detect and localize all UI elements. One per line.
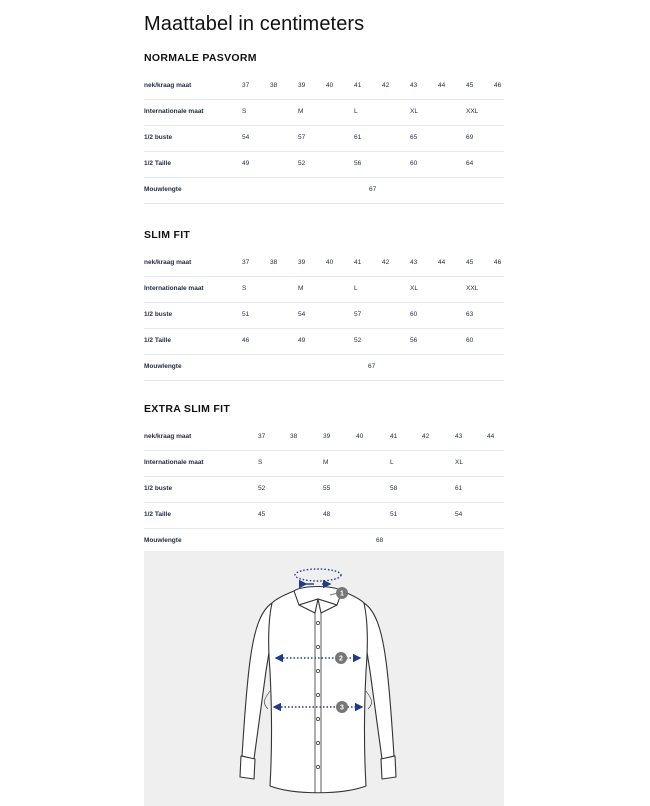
table-cell: 57 (354, 311, 362, 318)
table-cell: 42 (382, 82, 390, 89)
table-row (144, 503, 504, 529)
marker-3-label: 3 (340, 704, 344, 712)
table-cell: 46 (242, 337, 250, 344)
table-cell: 55 (323, 485, 331, 492)
table-row (144, 425, 504, 451)
table-cell: M (298, 285, 304, 292)
table-cell: 61 (354, 134, 362, 141)
table-cell: L (354, 285, 358, 292)
table-cell: XXL (466, 285, 479, 292)
table-row (144, 355, 504, 381)
table-row (144, 477, 504, 503)
table-row (144, 329, 504, 355)
marker-2 (335, 652, 347, 664)
table-cell: 45 (466, 259, 474, 266)
collar-measure-line (295, 569, 341, 581)
table-cell: 52 (298, 160, 306, 167)
table-row (144, 152, 504, 178)
table-cell: 57 (298, 134, 306, 141)
table-cell: 51 (242, 311, 250, 318)
table-row (144, 178, 504, 204)
table-cell: 41 (390, 433, 398, 440)
row-label: Mouwlengte (144, 186, 182, 193)
table-cell: XL (455, 459, 463, 466)
table-cell: 40 (326, 259, 334, 266)
table-row (144, 303, 504, 329)
row-label: nek/kraag maat (144, 259, 192, 266)
table-cell: 69 (466, 134, 474, 141)
table-cell: 37 (258, 433, 266, 440)
table-cell: 56 (354, 160, 362, 167)
table-cell: 45 (258, 511, 266, 518)
table-cell: 51 (390, 511, 398, 518)
size-table-slim-fit (144, 251, 504, 381)
row-label: 1/2 Taille (144, 160, 171, 167)
row-label: Internationale maat (144, 459, 204, 466)
table-cell: 67 (368, 363, 376, 370)
table-cell: 39 (323, 433, 331, 440)
table-cell: 60 (466, 337, 474, 344)
table-cell: 67 (369, 186, 377, 193)
row-label: 1/2 Taille (144, 337, 171, 344)
row-label: 1/2 buste (144, 311, 173, 318)
section-title-slim-fit: SLIM FIT (144, 229, 191, 241)
table-cell: 37 (242, 82, 250, 89)
table-row (144, 126, 504, 152)
table-cell: M (323, 459, 329, 466)
table-cell: M (298, 108, 304, 115)
table-cell: 43 (410, 82, 418, 89)
marker-3 (336, 701, 348, 713)
table-cell: 44 (438, 259, 446, 266)
row-label: Mouwlengte (144, 537, 182, 544)
table-cell: 46 (494, 82, 502, 89)
row-label: nek/kraag maat (144, 82, 192, 89)
table-cell: 68 (376, 537, 384, 544)
table-row (144, 100, 504, 126)
table-cell: 38 (270, 259, 278, 266)
table-cell: 42 (382, 259, 390, 266)
table-cell: L (354, 108, 358, 115)
table-cell: 52 (258, 485, 266, 492)
table-cell: 60 (410, 311, 418, 318)
table-cell: 49 (298, 337, 306, 344)
shirt-measurement-figure (144, 551, 504, 806)
table-cell: 41 (354, 259, 362, 266)
table-cell: 54 (242, 134, 250, 141)
table-cell: 38 (270, 82, 278, 89)
size-table-normale-pasvorm (144, 74, 504, 204)
table-cell: 40 (326, 82, 334, 89)
marker-2-label: 2 (339, 655, 343, 663)
table-cell: 65 (410, 134, 418, 141)
table-cell: 63 (466, 311, 474, 318)
table-cell: 39 (298, 259, 306, 266)
row-label: 1/2 buste (144, 485, 173, 492)
table-cell: XL (410, 108, 418, 115)
table-cell: S (258, 459, 263, 466)
table-cell: 44 (487, 433, 495, 440)
table-cell: 61 (455, 485, 463, 492)
table-cell: 52 (354, 337, 362, 344)
table-cell: 40 (356, 433, 364, 440)
table-cell: 58 (390, 485, 398, 492)
size-table-extra-slim-fit (144, 425, 504, 554)
row-label: 1/2 buste (144, 134, 173, 141)
table-cell: 43 (455, 433, 463, 440)
marker-1-label: 1 (340, 590, 344, 598)
table-cell: 45 (466, 82, 474, 89)
table-cell: 43 (410, 259, 418, 266)
table-cell: 39 (298, 82, 306, 89)
table-cell: L (390, 459, 394, 466)
table-cell: 46 (494, 259, 502, 266)
table-cell: 64 (466, 160, 474, 167)
table-cell: 37 (242, 259, 250, 266)
row-label: Internationale maat (144, 108, 204, 115)
table-cell: XXL (466, 108, 479, 115)
table-row (144, 74, 504, 100)
table-row (144, 277, 504, 303)
table-cell: S (242, 285, 247, 292)
table-cell: 38 (290, 433, 298, 440)
page-title: Maattabel in centimeters (144, 13, 365, 35)
table-cell: 54 (298, 311, 306, 318)
table-cell: XL (410, 285, 418, 292)
table-cell: S (242, 108, 247, 115)
table-row (144, 251, 504, 277)
table-cell: 44 (438, 82, 446, 89)
row-label: 1/2 Taille (144, 511, 171, 518)
table-row (144, 451, 504, 477)
shirt-measurement-icon (144, 551, 504, 806)
table-cell: 42 (422, 433, 430, 440)
row-label: Internationale maat (144, 285, 204, 292)
section-title-extra-slim-fit: EXTRA SLIM FIT (144, 403, 231, 415)
section-title-normale-pasvorm: NORMALE PASVORM (144, 52, 257, 64)
table-cell: 60 (410, 160, 418, 167)
row-label: Mouwlengte (144, 363, 182, 370)
table-cell: 48 (323, 511, 331, 518)
table-cell: 54 (455, 511, 463, 518)
shirt-outline (240, 587, 396, 793)
table-cell: 49 (242, 160, 250, 167)
row-label: nek/kraag maat (144, 433, 192, 440)
table-cell: 41 (354, 82, 362, 89)
table-cell: 56 (410, 337, 418, 344)
